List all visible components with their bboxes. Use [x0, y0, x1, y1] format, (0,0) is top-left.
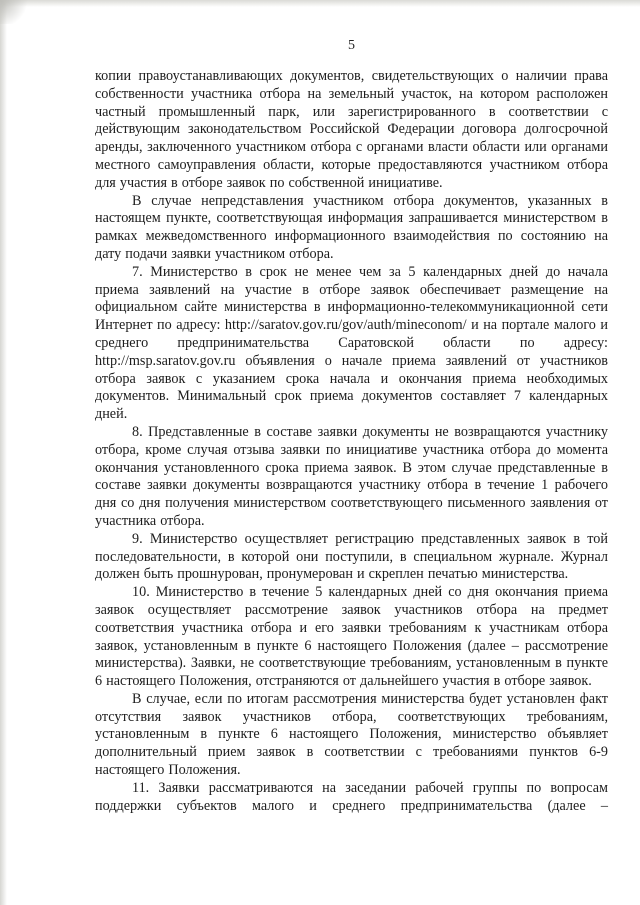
page-number: 5 [348, 38, 355, 53]
scan-edge-top [0, 0, 640, 7]
paragraph-additional-intake-clause: В случае, если по итогам рассмотрения министерства будет установлен факт отсутствия заявок участников отбора, соответствующих требованиям, установленным в пункте 6 настоящего Положения, министерство объявляет дополнительный прием заявок в соответствии с требованиями пунктов 6-9 настоящего Положения. [95, 690, 608, 779]
scan-corner-shadow [0, 0, 30, 24]
paragraph-item-10: 10. Министерство в течение 5 календарных дней со дня окончания приема заявок осуществляет рассмотрение заявок участников отбора на предмет соответствия участника отбора и его заявки требованиям к участникам отбора заявок, установленным в пункте 6 настоящего Положения (далее – рассмотрение министерства). Заявки, не соответствующие требованиям, установленным в пункте 6 настоящего Положения, отстраняются от дальнейшего участия в отборе заявок. [95, 584, 608, 690]
paragraph-continuation: копии правоустанавливающих документов, свидетельствующих о наличии права собственности участника отбора на земельный участок, на котором расположен частный промышленный парк, или зарегистрированного в соответствии с действующим законодательством Российской Федерации договора долгосрочной аренды, заключенного участником отбора с органами власти области или органами местного самоуправления области, которые предоставляются участником отбора для участия в отборе заявок по собственной инициативе. [95, 68, 608, 191]
paragraph-item-11: 11. Заявки рассматриваются на заседании рабочей группы по вопросам поддержки субъектов малого и среднего предпринимательства (далее – [95, 779, 608, 814]
document-body [95, 68, 608, 815]
paragraph-item-7: 7. Министерство в срок не менее чем за 5 календарных дней до начала приема заявлений на участие в отборе заявок обеспечивает размещение на официальном сайте министерства в информационно-телекоммуникационной сети Интернет по адресу: http://saratov.gov.ru/gov/auth/mineconom/ и на портале малого и среднего предпринимательства Саратовской области по адресу: http://msp.saratov.gov.ru объявления о начале приема заявлений от участников отбора заявок с указанием срока начала и окончания приема необходимых документов. Минимальный срок приема документов составляет 7 календарных дней. [95, 263, 608, 423]
scan-edge-left [0, 0, 7, 905]
paragraph-item-8: 8. Представленные в составе заявки документы не возвращаются участнику отбора, кроме случая отзыва заявки по инициативе участника отбора до момента окончания установленного срока приема заявок. В этом случае представленные в составе заявки документы возвращаются участнику отбора в течение 1 рабочего дня со дня получения министерством соответствующего письменного заявления от участника отбора. [95, 423, 608, 529]
paragraph-nondelivery-clause: В случае непредставления участником отбора документов, указанных в настоящем пункте, соответствующая информация запрашивается министерством в рамках межведомственного информационного взаимодействия по состоянию на дату подачи заявки участником отбора. [95, 192, 608, 262]
paragraph-item-9: 9. Министерство осуществляет регистрацию представленных заявок в той последовательности, в которой они поступили, в специальном журнале. Журнал должен быть прошнурован, пронумерован и скреплен печатью министерства. [95, 530, 608, 583]
